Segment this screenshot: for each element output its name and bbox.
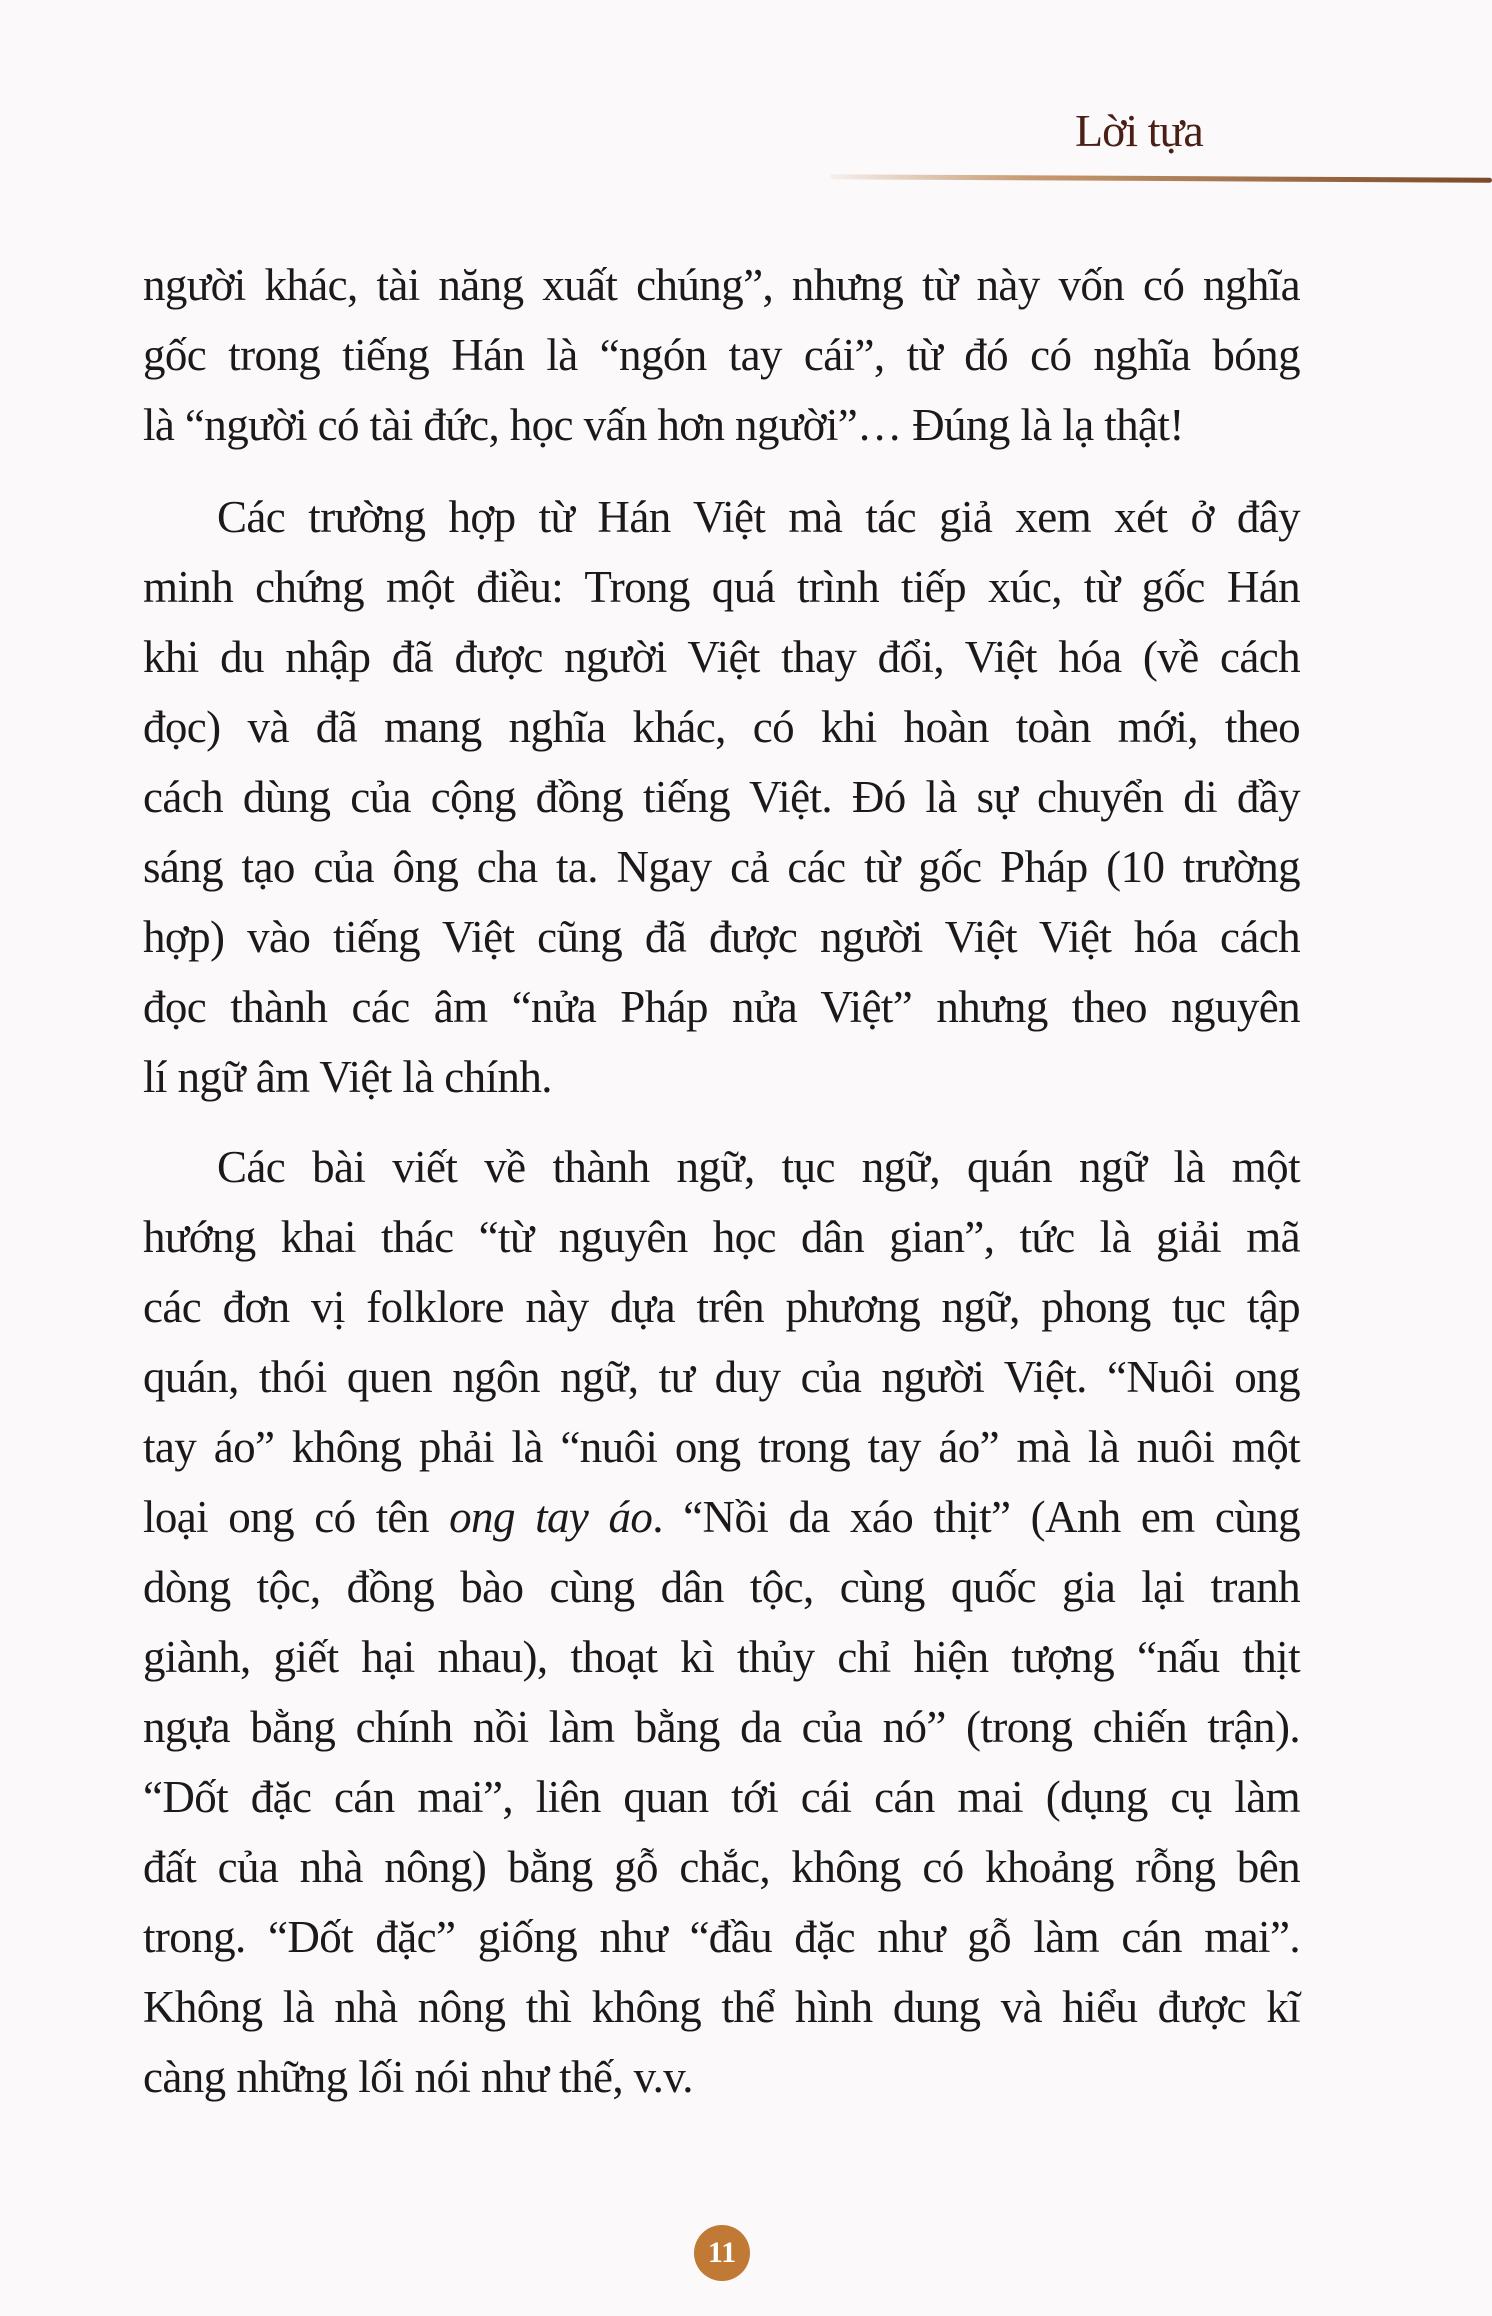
paragraph-1 xyxy=(143,250,1300,460)
text-line: lí ngữ âm Việt là chính. xyxy=(143,1052,552,1102)
text-line: các đơn vị folklore này dựa trên phương ngữ, phong tục tập xyxy=(143,1282,1300,1332)
text-line: sáng tạo của ông cha ta. Ngay cả các từ gốc Pháp (10 trường xyxy=(143,842,1300,892)
text-line: giành, giết hại nhau), thoạt kì thủy chỉ hiện tượng “nấu thịt xyxy=(143,1632,1300,1682)
text-line: ngựa bằng chính nồi làm bằng da của nó” (trong chiến trận). xyxy=(143,1702,1300,1752)
text-line: hướng khai thác “từ nguyên học dân gian”, tức là giải mã xyxy=(143,1212,1300,1262)
text-line: dòng tộc, đồng bào cùng dân tộc, cùng quốc gia lại tranh xyxy=(143,1562,1300,1612)
text-line: tay áo” không phải là “nuôi ong trong tay áo” mà là nuôi một xyxy=(143,1422,1300,1472)
text-line: minh chứng một điều: Trong quá trình tiếp xúc, từ gốc Hán xyxy=(143,562,1300,612)
text-line: là “người có tài đức, học vấn hơn người”… Đúng là lạ thật! xyxy=(143,400,1184,450)
text-line xyxy=(143,1482,1300,1552)
text-line: khi du nhập đã được người Việt thay đổi, Việt hóa (về cách xyxy=(143,632,1300,682)
text-line: “Dốt đặc cán mai”, liên quan tới cái cán mai (dụng cụ làm xyxy=(143,1772,1300,1822)
text-line: đọc) và đã mang nghĩa khác, có khi hoàn toàn mới, theo xyxy=(143,702,1300,752)
text-line: đất của nhà nông) bằng gỗ chắc, không có khoảng rỗng bên xyxy=(143,1842,1300,1892)
text-line: hợp) vào tiếng Việt cũng đã được người Việt Việt hóa cách xyxy=(143,912,1300,962)
page-number-badge: 11 xyxy=(694,2225,750,2281)
text-line: đọc thành các âm “nửa Pháp nửa Việt” nhưng theo nguyên xyxy=(143,982,1300,1032)
text-segment: . “Nồi da xáo thịt” (Anh em cùng xyxy=(652,1492,1300,1542)
running-header-title: Lời tựa xyxy=(1075,105,1203,156)
text-line: càng những lối nói như thế, v.v. xyxy=(143,2052,693,2102)
paragraph-3 xyxy=(143,1132,1300,2112)
text-line: Các bài viết về thành ngữ, tục ngữ, quán ngữ là một xyxy=(217,1142,1300,1192)
text-line: cách dùng của cộng đồng tiếng Việt. Đó là sự chuyển di đầy xyxy=(143,772,1300,822)
text-segment: loại ong có tên xyxy=(143,1492,450,1542)
text-line: Các trường hợp từ Hán Việt mà tác giả xem xét ở đây xyxy=(217,492,1300,542)
paragraph-2 xyxy=(143,482,1300,1112)
text-line: trong. “Dốt đặc” giống như “đầu đặc như gỗ làm cán mai”. xyxy=(143,1912,1300,1962)
italic-term: ong tay áo xyxy=(449,1492,653,1542)
header-divider xyxy=(830,174,1492,182)
text-line: người khác, tài năng xuất chúng”, nhưng từ này vốn có nghĩa xyxy=(143,260,1300,310)
text-line: Không là nhà nông thì không thể hình dung và hiểu được kĩ xyxy=(143,1982,1300,2032)
text-line: gốc trong tiếng Hán là “ngón tay cái”, từ đó có nghĩa bóng xyxy=(143,330,1300,380)
text-line: quán, thói quen ngôn ngữ, tư duy của người Việt. “Nuôi ong xyxy=(143,1352,1300,1402)
